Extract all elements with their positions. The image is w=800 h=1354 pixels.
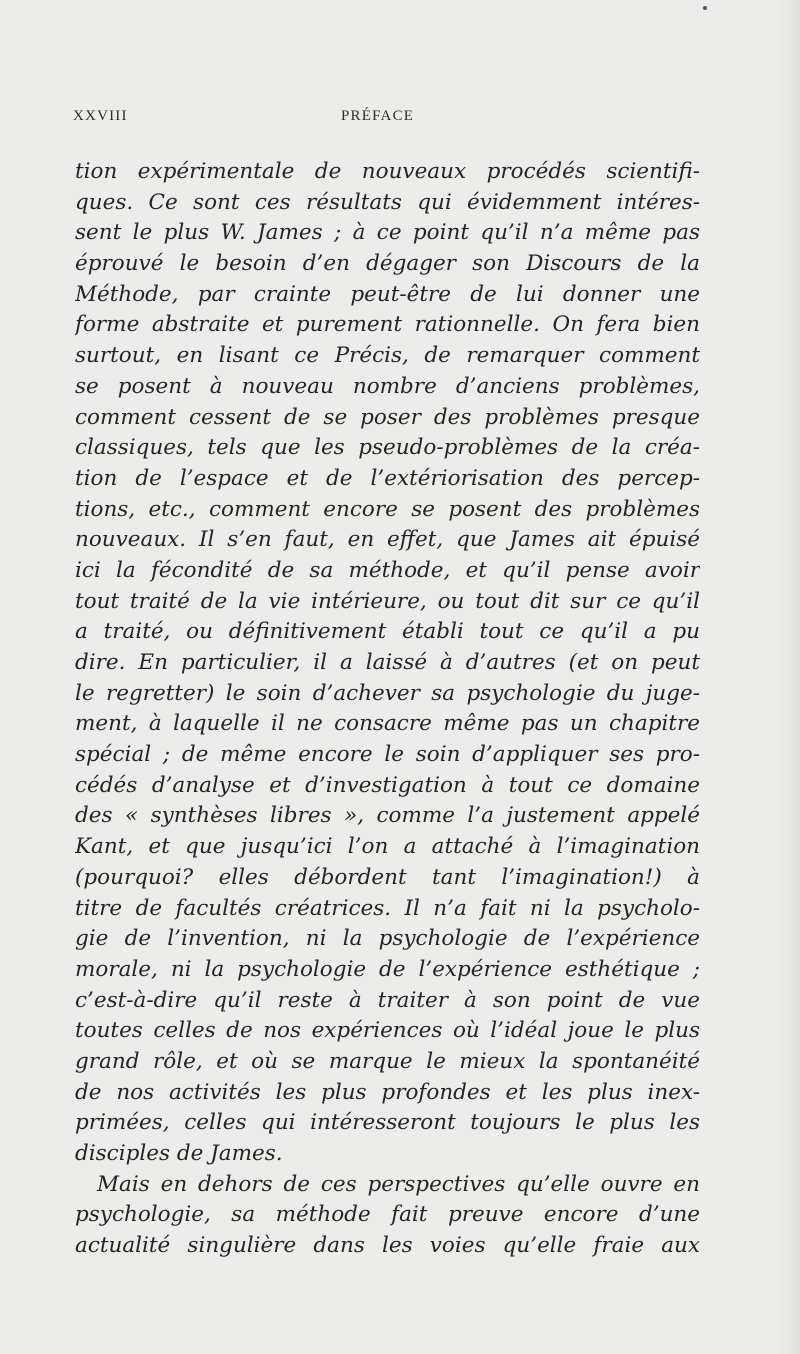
text-line: Méthode, par crainte peut-être de lui donner une bbox=[75, 281, 700, 307]
text-line: éprouvé le besoin d’en dégager son Discours de la bbox=[75, 251, 700, 277]
text-line: actualité singulière dans les voies qu’elle fraie aux bbox=[75, 1233, 700, 1259]
ink-speck bbox=[703, 6, 707, 10]
text-line: tout traité de la vie intérieure, ou tout dit sur ce qu’il bbox=[75, 588, 700, 614]
running-title: PRÉFACE bbox=[341, 108, 415, 124]
text-line: tion de l’espace et de l’extériorisation des percep- bbox=[75, 465, 700, 491]
text-line: titre de facultés créatrices. Il n’a fait ni la psycholo- bbox=[75, 895, 700, 921]
text-line: cédés d’analyse et d’investigation à tout ce domaine bbox=[75, 772, 700, 798]
text-line: ment, à laquelle il ne consacre même pas un chapitre bbox=[75, 711, 700, 737]
text-line: spécial ; de même encore le soin d’appliquer ses pro- bbox=[75, 742, 700, 768]
text-line: (pourquoi? elles débordent tant l’imagination!) à bbox=[75, 864, 700, 890]
text-line: tion expérimentale de nouveaux procédés scientifi- bbox=[75, 159, 700, 184]
text-line: nouveaux. Il s’en faut, en effet, que James ait épuisé bbox=[75, 527, 700, 553]
text-line: forme abstraite et purement rationnelle. On fera bien bbox=[75, 312, 700, 338]
text-line: morale, ni la psychologie de l’expérience esthétique ; bbox=[75, 956, 700, 982]
text-line: toutes celles de nos expériences où l’idéal joue le plus bbox=[75, 1018, 700, 1044]
text-line: surtout, en lisant ce Précis, de remarquer comment bbox=[75, 343, 700, 369]
text-line: se posent à nouveau nombre d’anciens problèmes, bbox=[75, 373, 700, 399]
text-line: ici la fécondité de sa méthode, et qu’il pense avoir bbox=[75, 557, 700, 583]
text-line: a traité, ou définitivement établi tout ce qu’il a pu bbox=[75, 619, 700, 645]
text-line: comment cessent de se poser des problèmes presque bbox=[75, 404, 700, 430]
page-edge-shadow bbox=[778, 0, 800, 1354]
text-line: sent le plus W. James ; à ce point qu’il n’a même pas bbox=[75, 220, 700, 246]
text-line: le regretter) le soin d’achever sa psychologie du juge- bbox=[75, 680, 700, 706]
text-line: Kant, et que jusqu’ici l’on a attaché à l’imagination bbox=[75, 834, 700, 860]
page-number: XXVIII bbox=[73, 108, 128, 124]
text-line: des « synthèses libres », comme l’a justement appelé bbox=[75, 803, 700, 829]
text-line: grand rôle, et où se marque le mieux la spontanéité bbox=[75, 1048, 700, 1074]
text-line: ques. Ce sont ces résultats qui évidemment intéres- bbox=[75, 189, 700, 215]
text-line: gie de l’invention, ni la psychologie de l’expérience bbox=[75, 926, 700, 952]
text-line: c’est-à-dire qu’il reste à traiter à son point de vue bbox=[75, 987, 700, 1013]
page-header bbox=[73, 108, 708, 130]
text-line: Mais en dehors de ces perspectives qu’elle ouvre en bbox=[97, 1171, 700, 1197]
body-text bbox=[75, 157, 700, 1262]
text-line: de nos activités les plus profondes et les plus inex- bbox=[75, 1079, 700, 1105]
text-line: classiques, tels que les pseudo-problèmes de la créa- bbox=[75, 435, 700, 461]
text-line: dire. En particulier, il a laissé à d’autres (et on peut bbox=[75, 650, 700, 675]
text-line: tions, etc., comment encore se posent des problèmes bbox=[75, 496, 700, 522]
text-line: psychologie, sa méthode fait preuve encore d’une bbox=[75, 1202, 700, 1228]
text-line: primées, celles qui intéresseront toujours le plus les bbox=[75, 1110, 700, 1136]
text-line: disciples de James. bbox=[75, 1141, 283, 1166]
